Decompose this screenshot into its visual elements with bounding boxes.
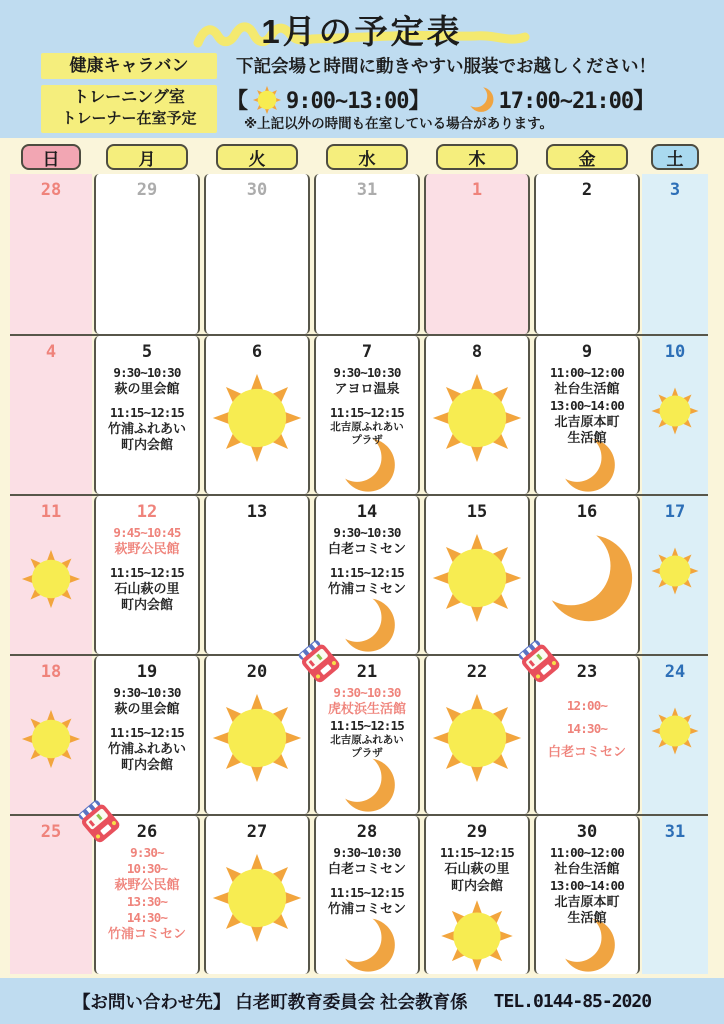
- day-number: 15: [466, 502, 488, 522]
- event-line: 9:30~10:30: [333, 845, 401, 860]
- day-number: 4: [45, 342, 57, 362]
- day-number: 2: [581, 180, 593, 200]
- calendar-cell-day-23: [534, 656, 640, 814]
- event-line: 9:30~10:30: [333, 685, 401, 700]
- day-number: 30: [246, 180, 268, 200]
- event-line: 9:45~10:45: [113, 525, 181, 540]
- calendar-cell-day-1: [424, 174, 530, 334]
- weekday-header-sunday-日: 日: [21, 144, 82, 170]
- day-number: 5: [141, 342, 153, 362]
- event-line: 11:15~12:15: [330, 404, 404, 420]
- training-room-badge-line1: トレーニング室: [73, 89, 185, 106]
- event-line: 石山萩の里: [444, 861, 510, 876]
- event-line: 石山萩の里: [114, 580, 180, 596]
- event-line: 11:15~12:15: [110, 724, 184, 740]
- day-number: 8: [471, 342, 483, 362]
- calendar-cell-day-5: [94, 336, 200, 494]
- day-number: 11: [40, 502, 62, 522]
- day-number: 30: [576, 822, 598, 842]
- event-line: 11:15~12:15: [330, 564, 404, 580]
- calendar-cell-day-3: [642, 174, 708, 334]
- event-line: 11:15~12:15: [110, 564, 184, 580]
- calendar-cell-day-16: [534, 496, 640, 654]
- hours-open-bracket: 【: [226, 88, 249, 113]
- calendar-cell-day-28: [314, 816, 420, 974]
- calendar-cell-day-12: [94, 496, 200, 654]
- footer-tel: TEL.0144-85-2020: [493, 990, 652, 1012]
- calendar-cell-day-30: [204, 174, 310, 334]
- calendar-cell-day-18: [10, 656, 92, 814]
- sun-icon: [430, 531, 524, 625]
- calendar-cell-day-24: [642, 656, 708, 814]
- event-line: 社台生活館: [554, 381, 620, 396]
- day-number: 7: [361, 342, 373, 362]
- calendar-cell-day-15: [424, 496, 530, 654]
- event-line: 11:15~12:15: [440, 845, 514, 860]
- calendar-cell-day-4: [10, 336, 92, 494]
- event-list: [96, 682, 198, 774]
- calendar-cell-day-14: [314, 496, 420, 654]
- event-line: 北吉原本町: [554, 893, 620, 909]
- event-line: 14:30~: [566, 721, 608, 736]
- event-line: 11:15~12:15: [330, 884, 404, 900]
- health-caravan-badge-label: 健康キャラバン: [69, 56, 189, 75]
- calendar-week-2: [10, 334, 708, 494]
- event-line: 町内会館: [120, 597, 173, 613]
- event-line: 9:30~: [130, 845, 164, 860]
- weekday-header-weekday-水: 水: [326, 144, 407, 170]
- moon-icon: [338, 916, 396, 974]
- day-number: 27: [246, 822, 268, 842]
- trainer-hours-note: ※上記以外の時間も在室している場合があります。: [244, 116, 554, 131]
- event-line: 白老コミセン: [547, 744, 626, 759]
- caravan-bus-icon: [516, 639, 568, 691]
- day-number: 6: [251, 342, 263, 362]
- event-line: 10:30~: [126, 861, 168, 876]
- calendar-cell-day-8: [424, 336, 530, 494]
- event-line: 町内会館: [120, 437, 173, 453]
- calendar-cell-day-17: [642, 496, 708, 654]
- event-line: 萩野公民館: [114, 877, 180, 892]
- day-number: 19: [136, 662, 158, 682]
- day-number: 14: [356, 502, 378, 522]
- sun-icon: [210, 371, 304, 465]
- sun-icon: [20, 548, 82, 610]
- calendar-cell-day-21: [314, 656, 420, 814]
- health-caravan-notice: 下記会場と時間に動きやすい服装でお越しください！: [236, 56, 656, 76]
- sun-icon: [650, 546, 700, 596]
- event-line: 13:00~14:00: [550, 397, 624, 413]
- event-line: 町内会館: [450, 877, 503, 893]
- calendar-cell-day-27: [204, 816, 310, 974]
- day-number: 25: [40, 822, 62, 842]
- trainer-hours: [226, 84, 654, 115]
- event-list: [426, 842, 528, 894]
- day-number: 31: [356, 180, 378, 200]
- day-number: 20: [246, 662, 268, 682]
- calendar-cell-day-20: [204, 656, 310, 814]
- calendar-week-5: [10, 814, 708, 974]
- event-line: 町内会館: [120, 757, 173, 773]
- sun-icon: [650, 386, 700, 436]
- moon-icon: [338, 756, 396, 814]
- day-number: 12: [136, 502, 158, 522]
- weekday-header-weekday-火: 火: [216, 144, 297, 170]
- event-line: 萩野公民館: [114, 541, 180, 556]
- day-number: 1: [471, 180, 483, 200]
- day-number: 16: [576, 502, 598, 522]
- day-number: 24: [664, 662, 686, 682]
- event-line: 生活館: [567, 430, 607, 446]
- event-line: プラザ: [351, 747, 383, 760]
- health-caravan-badge: [41, 53, 217, 79]
- day-number: 28: [40, 180, 62, 200]
- evening-hours: 17:00~21:00】: [498, 89, 655, 114]
- event-line: 生活館: [567, 910, 607, 926]
- day-number: 18: [40, 662, 62, 682]
- sun-icon: [650, 706, 700, 756]
- event-line: 萩の里会館: [114, 381, 180, 396]
- day-number: 21: [356, 662, 378, 682]
- calendar-cell-day-28: [10, 174, 92, 334]
- footer: [0, 978, 724, 1024]
- event-line: 竹浦コミセン: [107, 925, 186, 941]
- caravan-bus-icon: [76, 799, 128, 851]
- calendar-cell-day-9: [534, 336, 640, 494]
- event-line: 13:30~: [126, 893, 168, 909]
- calendar-cell-day-19: [94, 656, 200, 814]
- calendar-week-4: [10, 654, 708, 814]
- event-line: 竹浦コミセン: [327, 900, 406, 916]
- event-line: 11:15~12:15: [330, 717, 404, 733]
- event-line: 北吉原ふれあい: [330, 733, 404, 746]
- calendar-cell-day-26: [94, 816, 200, 974]
- calendar-cell-day-7: [314, 336, 420, 494]
- footer-contact: 【お問い合わせ先】 白老町教育委員会 社会教育係: [72, 991, 468, 1012]
- day-number: 22: [466, 662, 488, 682]
- caravan-bus-icon: [296, 639, 348, 691]
- moon-icon: [467, 86, 494, 113]
- calendar-cell-day-29: [94, 174, 200, 334]
- sun-icon: [20, 708, 82, 770]
- event-list: [96, 842, 198, 942]
- calendar-week-3: [10, 494, 708, 654]
- event-line: 社台生活館: [554, 861, 620, 876]
- day-number: 3: [669, 180, 681, 200]
- event-line: 9:30~10:30: [333, 365, 401, 380]
- event-line: 白老コミセン: [327, 861, 406, 876]
- sun-icon: [252, 85, 282, 115]
- training-room-badge: [41, 85, 217, 133]
- day-number: 9: [581, 342, 593, 362]
- calendar-cell-day-31: [642, 816, 708, 974]
- event-line: 13:00~14:00: [550, 877, 624, 893]
- training-room-badge-line2: トレーナー在室予定: [61, 110, 197, 127]
- sun-icon: [210, 851, 304, 945]
- calendar-cell-day-22: [424, 656, 530, 814]
- event-line: 竹浦ふれあい: [107, 740, 186, 756]
- event-line: プラザ: [351, 434, 383, 447]
- event-line: 12:00~: [566, 698, 608, 713]
- sun-icon: [210, 691, 304, 785]
- sun-icon: [430, 371, 524, 465]
- day-number: 29: [466, 822, 488, 842]
- day-number: 26: [136, 822, 158, 842]
- page-title: 1月の予定表: [261, 13, 463, 50]
- sun-icon: [439, 898, 515, 974]
- event-list: [316, 842, 418, 917]
- event-line: 11:00~12:00: [550, 365, 624, 380]
- event-line: 9:30~10:30: [113, 685, 181, 700]
- event-line: 北吉原ふれあい: [330, 420, 404, 433]
- day-number: 23: [576, 662, 598, 682]
- event-line: アヨロ温泉: [334, 381, 400, 396]
- event-list: [316, 522, 418, 597]
- event-line: 11:00~12:00: [550, 845, 624, 860]
- weekday-header-saturday-土: 土: [651, 144, 700, 170]
- weekday-header-weekday-月: 月: [106, 144, 187, 170]
- calendar-cell-day-31: [314, 174, 420, 334]
- event-line: 竹浦ふれあい: [107, 420, 186, 436]
- sun-icon: [430, 691, 524, 785]
- event-line: 竹浦コミセン: [327, 580, 406, 596]
- day-number: 10: [664, 342, 686, 362]
- calendar-cell-day-2: [534, 174, 640, 334]
- event-line: 9:30~10:30: [113, 365, 181, 380]
- calendar-cell-day-13: [204, 496, 310, 654]
- event-list: [536, 842, 638, 927]
- calendar-grid: [10, 174, 708, 974]
- january-calendar: [0, 138, 724, 978]
- weekday-header-weekday-木: 木: [436, 144, 517, 170]
- event-line: 14:30~: [126, 909, 168, 925]
- event-line: 虎杖浜生活館: [327, 701, 406, 716]
- calendar-cell-day-10: [642, 336, 708, 494]
- calendar-cell-day-11: [10, 496, 92, 654]
- calendar-cell-day-30: [534, 816, 640, 974]
- daytime-hours: 9:00~13:00】: [286, 89, 430, 114]
- weekday-header-row: [10, 138, 708, 172]
- event-list: [316, 362, 418, 448]
- event-list: [96, 522, 198, 614]
- event-line: 9:30~10:30: [333, 525, 401, 540]
- calendar-week-1: [10, 174, 708, 334]
- event-list: [536, 362, 638, 447]
- event-list: [316, 682, 418, 761]
- event-line: 北吉原本町: [554, 413, 620, 429]
- event-line: 白老コミセン: [327, 541, 406, 556]
- event-line: 11:15~12:15: [110, 404, 184, 420]
- day-number: 13: [246, 502, 268, 522]
- weekday-header-weekday-金: 金: [546, 144, 627, 170]
- event-list: [96, 362, 198, 454]
- day-number: 28: [356, 822, 378, 842]
- day-number: 29: [136, 180, 158, 200]
- day-number: 17: [664, 502, 686, 522]
- calendar-cell-day-29: [424, 816, 530, 974]
- event-line: 萩の里会館: [114, 701, 180, 716]
- day-number: 31: [664, 822, 686, 842]
- calendar-cell-day-6: [204, 336, 310, 494]
- event-list: [536, 682, 638, 761]
- moon-icon: [540, 531, 634, 625]
